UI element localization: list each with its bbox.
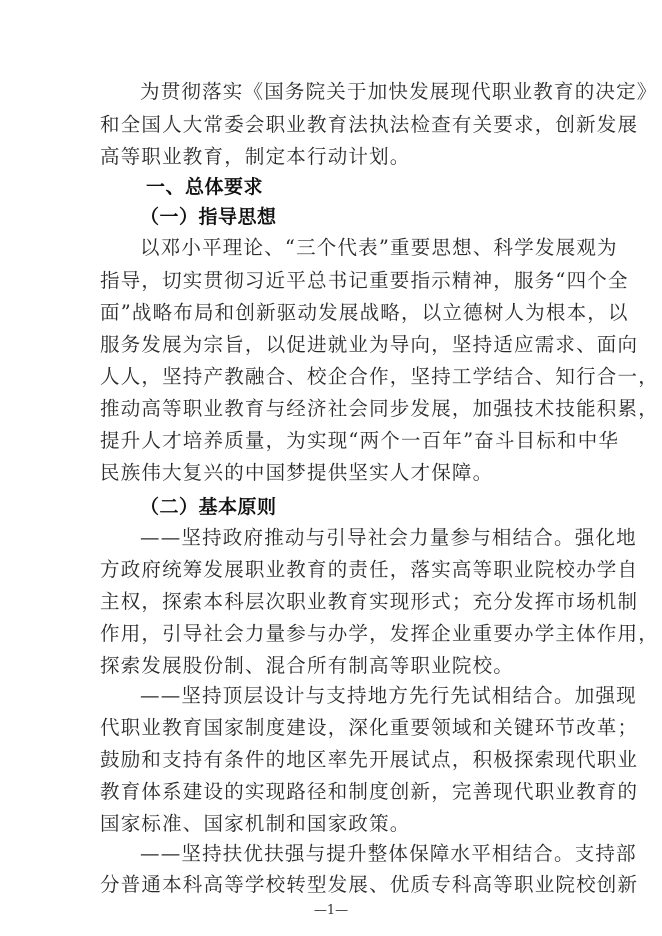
- paragraph-line: 探索发展股份制、混合所有制高等职业院校。: [100, 654, 515, 677]
- paragraph-line: 服务发展为宗旨，以促进就业为导向，坚持适应需求、面向: [100, 333, 639, 356]
- page-number: —1—: [313, 903, 349, 918]
- paragraph-line: ——坚持扶优扶强与提升整体保障水平相结合。支持部: [140, 842, 637, 865]
- paragraph-line: ——坚持顶层设计与支持地方先行先试相结合。加强现: [140, 684, 637, 707]
- paragraph-line: ——坚持政府推动与引导社会力量参与相结合。强化地: [140, 526, 637, 549]
- intro-line: 和全国人大常委会职业教育法执法检查有关要求，创新发展: [100, 113, 639, 136]
- subsection-heading: （二）基本原则: [140, 496, 277, 518]
- paragraph-line: 提升人才培养质量，为实现“两个一百年”奋斗目标和中华: [100, 429, 620, 452]
- section-heading: 一、总体要求: [146, 176, 264, 198]
- paragraph-line: 代职业教育国家制度建设，深化重要领域和关键环节改革；: [100, 716, 639, 739]
- paragraph-line: 作用，引导社会力量参与办学，发挥企业重要办学主体作用，: [100, 622, 659, 645]
- subsection-heading: （一）指导思想: [140, 206, 277, 228]
- paragraph-line: 面”战略布局和创新驱动发展战略，以立德树人为根本，以: [100, 301, 629, 324]
- paragraph-line: 民族伟大复兴的中国梦提供坚实人才保障。: [100, 461, 494, 484]
- intro-line: 为贯彻落实《国务院关于加快发展现代职业教育的决定》: [140, 80, 658, 103]
- paragraph-line: 人人，坚持产教融合、校企合作，坚持工学结合、知行合一，: [100, 365, 659, 388]
- paragraph-line: 鼓励和支持有条件的地区率先开展试点，积极探索现代职业: [100, 748, 639, 771]
- paragraph-line: 推动高等职业教育与经济社会同步发展，加强技术技能积累，: [100, 397, 659, 420]
- paragraph-line: 以邓小平理论、“三个代表”重要思想、科学发展观为: [140, 236, 618, 259]
- paragraph-line: 指导，切实贯彻习近平总书记重要指示精神，服务“四个全: [100, 269, 629, 292]
- paragraph-line: 分普通本科高等学校转型发展、优质专科高等职业院校创新: [100, 873, 639, 896]
- intro-line: 高等职业教育，制定本行动计划。: [100, 145, 411, 168]
- paragraph-line: 方政府统筹发展职业教育的责任，落实高等职业院校办学自: [100, 558, 639, 581]
- paragraph-line: 主权，探索本科层次职业教育实现形式；充分发挥市场机制: [100, 590, 639, 613]
- paragraph-line: 教育体系建设的实现路径和制度创新，完善现代职业教育的: [100, 780, 639, 803]
- paragraph-line: 国家标准、国家机制和国家政策。: [100, 812, 411, 835]
